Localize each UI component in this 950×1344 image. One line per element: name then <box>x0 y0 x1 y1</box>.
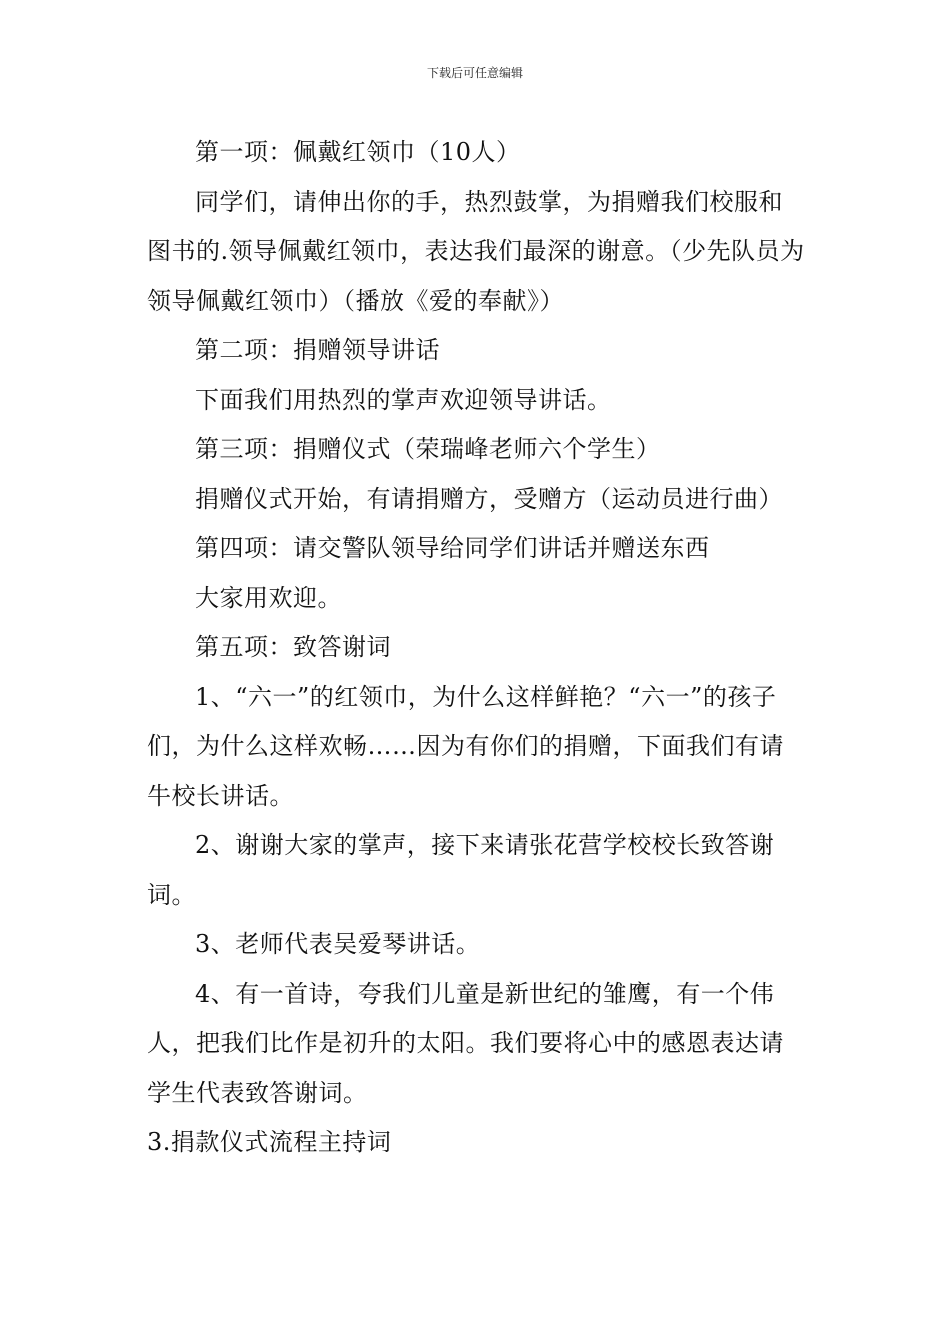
paragraph: 捐赠仪式开始，有请捐赠方，受赠方（运动员进行曲） <box>195 484 783 513</box>
paragraph: 第四项：请交警队领导给同学们讲话并赠送东西 <box>195 534 710 562</box>
paragraph: 大家用欢迎。 <box>195 583 342 612</box>
paragraph: 第二项：捐赠领导讲话 <box>195 336 440 364</box>
document-body <box>147 128 807 1168</box>
paragraph: 4、有一首诗，夸我们儿童是新世纪的雏鹰，有一个伟人，把我们比作是初升的太阳。我们要将心中的感恩表达请学生代表致答谢词。 <box>147 979 784 1107</box>
paragraph: 3、老师代表吴爱琴讲话。 <box>195 930 481 958</box>
section-heading: 3.捐款仪式流程主持词 <box>147 1128 392 1156</box>
paragraph: 第五项：致答谢词 <box>195 633 391 661</box>
paragraph: 1、“六一”的红领巾，为什么这样鲜艳？“六一”的孩子们，为什么这样欢畅……因为有你们的捐赠，下面我们有请牛校长讲话。 <box>147 682 784 810</box>
paragraph: 同学们，请伸出你的手，热烈鼓掌，为捐赠我们校服和图书的.领导佩戴红领巾，表达我们最深的谢意。（少先队员为领导佩戴红领巾）（播放《爱的奉献》） <box>147 187 805 315</box>
paragraph: 第三项：捐赠仪式（荣瑞峰老师六个学生） <box>195 435 661 463</box>
page-header: 下载后可任意编辑 <box>426 66 523 80</box>
paragraph: 第一项：佩戴红领巾（10人） <box>195 138 521 166</box>
paragraph: 下面我们用热烈的掌声欢迎领导讲话。 <box>195 385 612 414</box>
paragraph: 2、谢谢大家的掌声，接下来请张花营学校校长致答谢词。 <box>147 831 775 909</box>
